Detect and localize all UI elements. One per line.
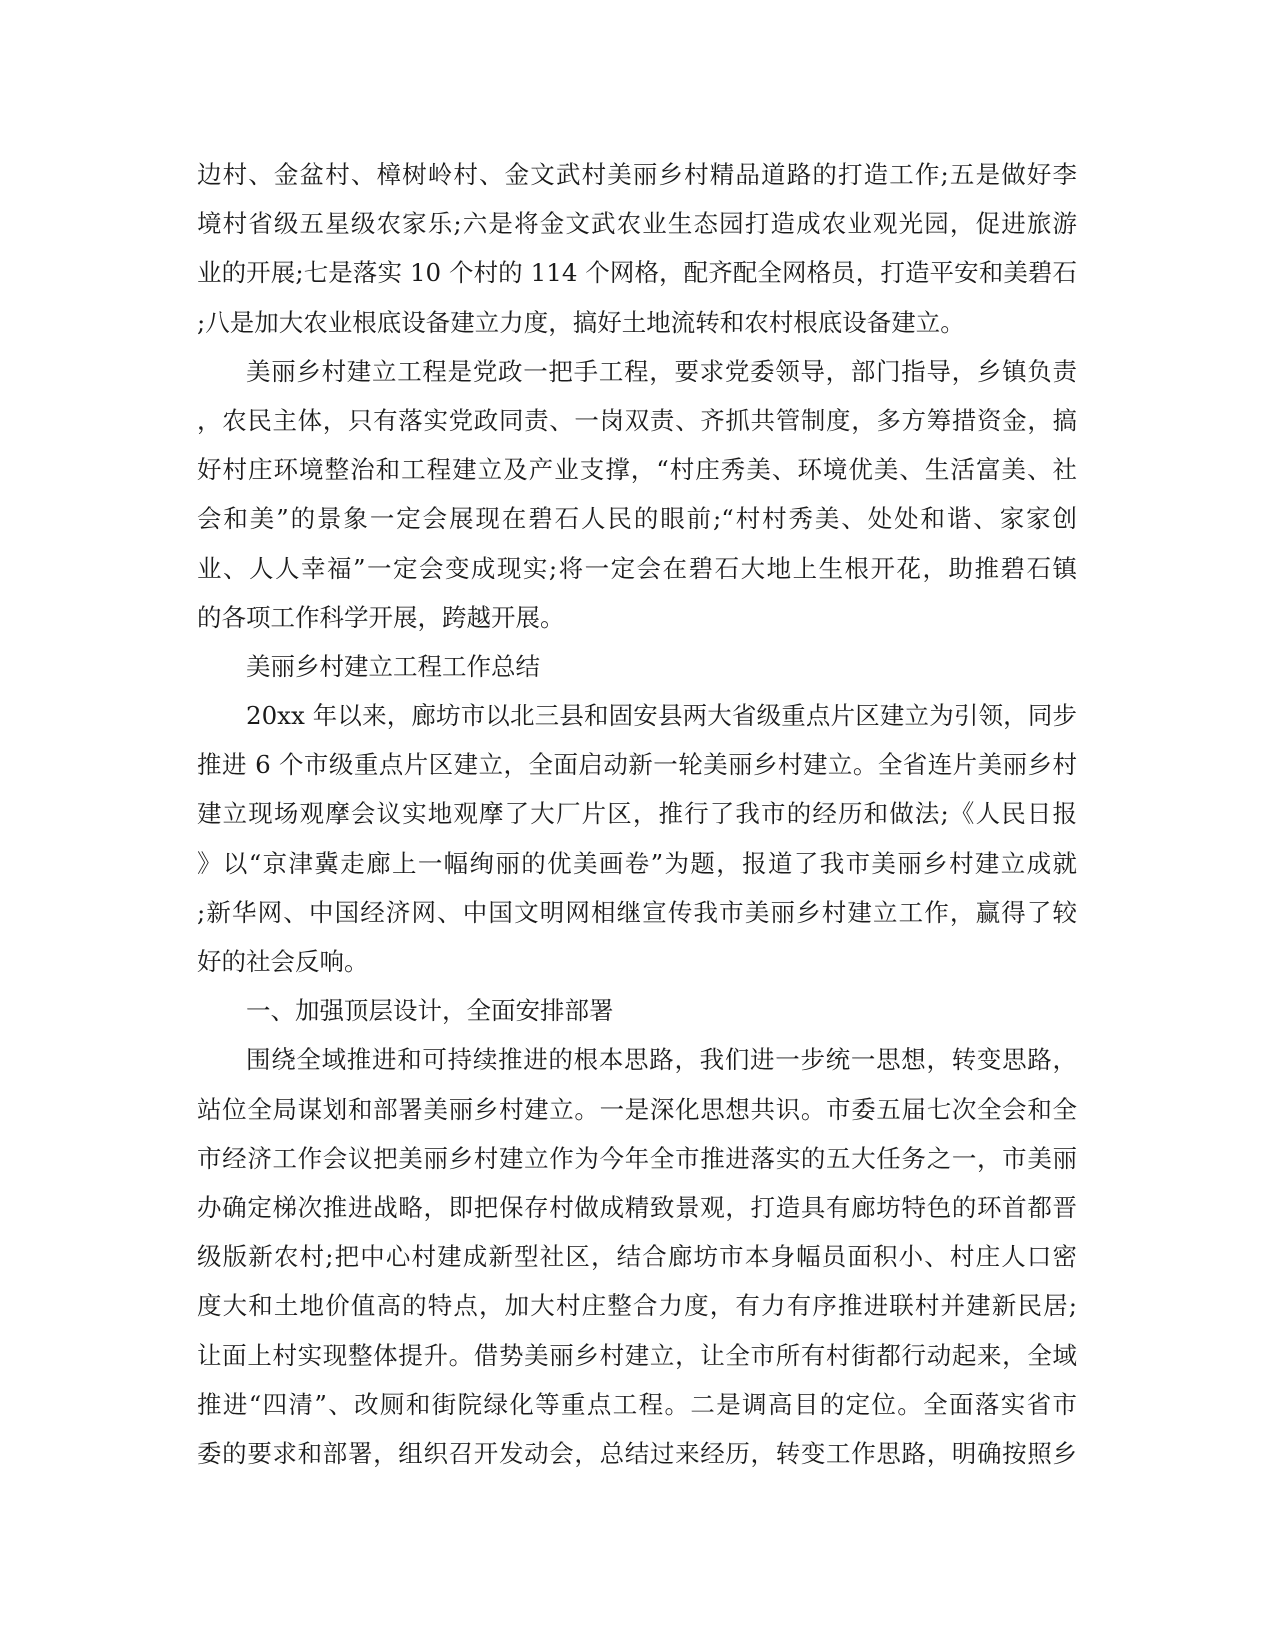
text-line: 站位全局谋划和部署美丽乡村建立。一是深化思想共识。市委五届七次全会和全	[197, 1094, 1077, 1124]
document-body	[197, 150, 1077, 1478]
text-line: 境村省级五星级农家乐;六是将金文武农业生态园打造成农业观光园，促进旅游	[197, 209, 1077, 239]
text-line: 的各项工作科学开展，跨越开展。	[197, 602, 565, 632]
text-line: 好村庄环境整治和工程建立及产业支撑，“村庄秀美、环境优美、生活富美、社	[197, 455, 1077, 485]
text-line: ;新华网、中国经济网、中国文明网相继宣传我市美丽乡村建立工作，赢得了较	[197, 897, 1077, 927]
text-line: 业、人人幸福”一定会变成现实;将一定会在碧石大地上生根开花，助推碧石镇	[197, 553, 1077, 583]
text-line: 级版新农村;把中心村建成新型社区，结合廊坊市本身幅员面积小、村庄人口密	[197, 1242, 1077, 1272]
text-line: 推进“四清”、改厕和街院绿化等重点工程。二是调高目的定位。全面落实省市	[197, 1389, 1077, 1419]
text-line: 市经济工作会议把美丽乡村建立作为今年全市推进落实的五大任务之一，市美丽	[197, 1143, 1077, 1173]
text-line: 边村、金盆村、樟树岭村、金文武村美丽乡村精品道路的打造工作;五是做好李	[197, 160, 1077, 189]
text-line: 》以“京津冀走廊上一幅绚丽的优美画卷”为题，报道了我市美丽乡村建立成就	[197, 848, 1077, 878]
text-line: 办确定梯次推进战略，即把保存村做成精致景观，打造具有廊坊特色的环首都晋	[197, 1192, 1077, 1222]
text-line: 围绕全域推进和可持续推进的根本思路，我们进一步统一思想，转变思路，	[246, 1045, 1077, 1075]
text-line: ;八是加大农业根底设备建立力度，搞好土地流转和农村根底设备建立。	[197, 307, 965, 337]
text-line: 度大和土地价值高的特点，加大村庄整合力度，有力有序推进联村并建新民居;	[197, 1291, 1077, 1321]
text-line: 好的社会反响。	[197, 947, 369, 976]
text-line: 美丽乡村建立工程工作总结	[246, 651, 540, 681]
text-line: ，农民主体，只有落实党政同责、一岗双责、齐抓共管制度，多方筹措资金，搞	[197, 405, 1077, 435]
text-line: 20xx 年以来，廊坊市以北三县和固安县两大省级重点片区建立为引领，同步	[246, 701, 1077, 731]
text-line: 推进 6 个市级重点片区建立，全面启动新一轮美丽乡村建立。全省连片美丽乡村	[197, 750, 1077, 780]
text-line: 美丽乡村建立工程是党政一把手工程，要求党委领导，部门指导，乡镇负责	[246, 356, 1077, 386]
text-line: 让面上村实现整体提升。借势美丽乡村建立，让全市所有村街都行动起来，全域	[197, 1340, 1077, 1370]
text-line: 建立现场观摩会议实地观摩了大厂片区，推行了我市的经历和做法;《人民日报	[197, 799, 1077, 829]
text-line: 会和美”的景象一定会展现在碧石人民的眼前;“村村秀美、处处和谐、家家创	[197, 504, 1077, 534]
text-line: 一、加强顶层设计，全面安排部署	[246, 996, 614, 1026]
text-line: 委的要求和部署，组织召开发动会，总结过来经历，转变工作思路，明确按照乡	[197, 1438, 1077, 1468]
text-line: 业的开展;七是落实 10 个村的 114 个网格，配齐配全网格员，打造平安和美碧石	[197, 258, 1077, 288]
